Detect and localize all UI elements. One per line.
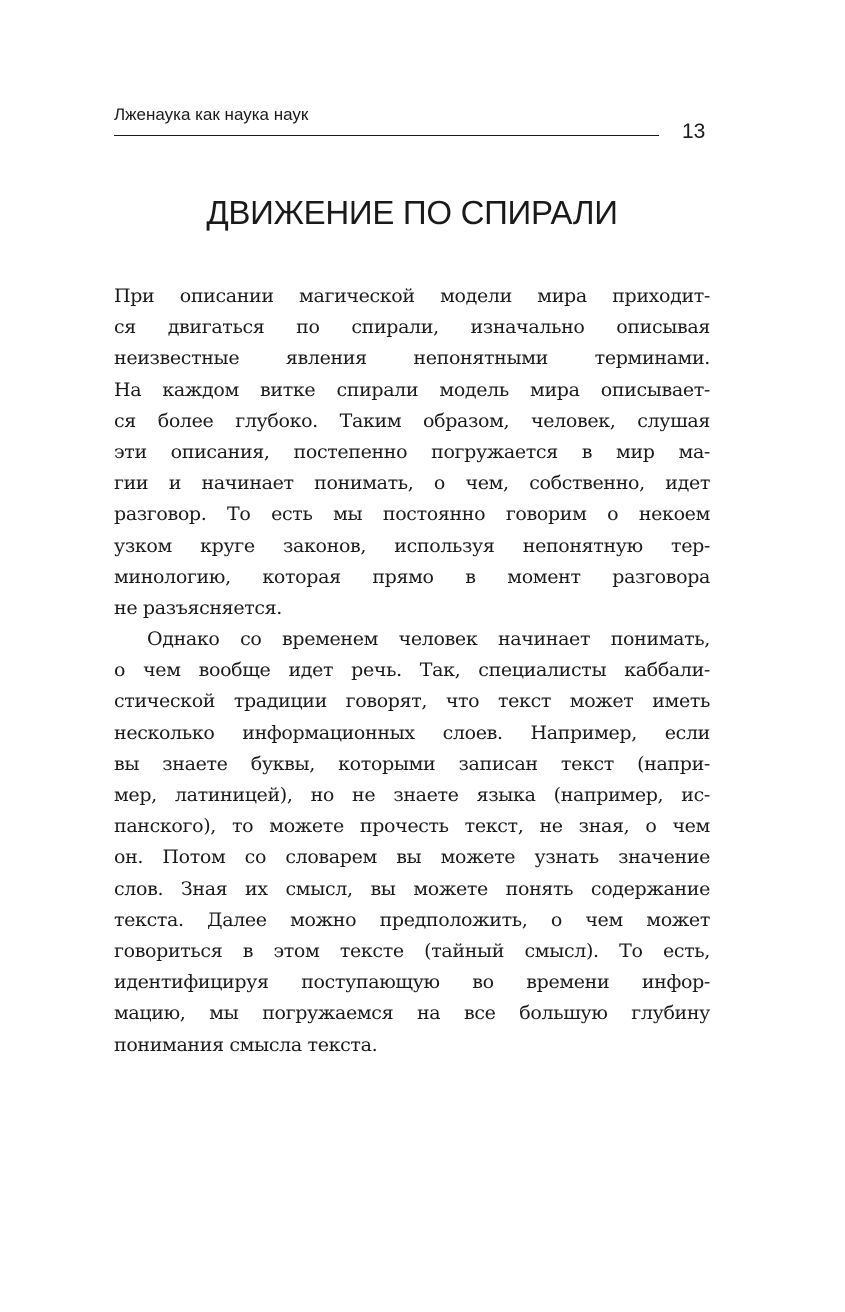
- text-line: говориться в этом тексте (тайный смысл). То есть,: [114, 939, 710, 962]
- text-line: идентифицируя поступающую во времени инфор-: [114, 971, 710, 994]
- paragraph-2: [114, 624, 710, 1061]
- text-line: стической традиции говорят, что текст может иметь: [114, 690, 710, 713]
- text-line: ся двигаться по спирали, изначально описывая: [114, 316, 710, 339]
- text-line: Однако со временем человек начинает понимать,: [147, 628, 710, 651]
- header-rule: [114, 135, 659, 136]
- paragraph-1: [114, 281, 710, 624]
- text-line: слов. Зная их смысл, вы можете понять содержание: [114, 877, 710, 900]
- text-line: панского), то можете прочесть текст, не зная, о чем: [114, 815, 710, 838]
- text-line: эти описания, постепенно погружается в мир ма-: [114, 440, 710, 463]
- running-head: Лженаука как наука наук: [114, 105, 309, 124]
- text-line: не разъясняется.: [114, 596, 282, 619]
- text-line: ся более глубоко. Таким образом, человек, слушая: [114, 409, 710, 432]
- text-line: он. Потом со словарем вы можете узнать значение: [114, 846, 710, 869]
- text-line: мер, латиницей), но не знаете языка (например, ис-: [114, 784, 710, 806]
- text-line: несколько информационных слоев. Например, если: [114, 721, 710, 744]
- text-line: мацию, мы погружаемся на все большую глубину: [114, 1002, 710, 1025]
- text-line: текста. Далее можно предположить, о чем может: [114, 908, 710, 931]
- page-number: 13: [682, 120, 706, 143]
- chapter-title: ДВИЖЕНИЕ ПО СПИРАЛИ: [206, 194, 618, 231]
- text-line: вы знаете буквы, которыми записан текст (напри-: [114, 752, 710, 775]
- text-line: минологию, которая прямо в момент разговора: [114, 565, 710, 588]
- text-line: При описании магической модели мира приходит-: [114, 285, 710, 307]
- text-line: неизвестные явления непонятными терминами.: [114, 347, 710, 370]
- text-line: гии и начинает понимать, о чем, собственно, идет: [114, 472, 710, 495]
- text-line: разговор. То есть мы постоянно говорим о некоем: [114, 503, 710, 526]
- text-line: На каждом витке спирали модель мира описывает-: [114, 378, 710, 401]
- text-line: узком круге законов, используя непонятную тер-: [114, 534, 710, 557]
- text-line: о чем вообще идет речь. Так, специалисты каббали-: [114, 659, 710, 682]
- text-line: понимания смысла текста.: [114, 1033, 378, 1056]
- body-text: [114, 281, 710, 1061]
